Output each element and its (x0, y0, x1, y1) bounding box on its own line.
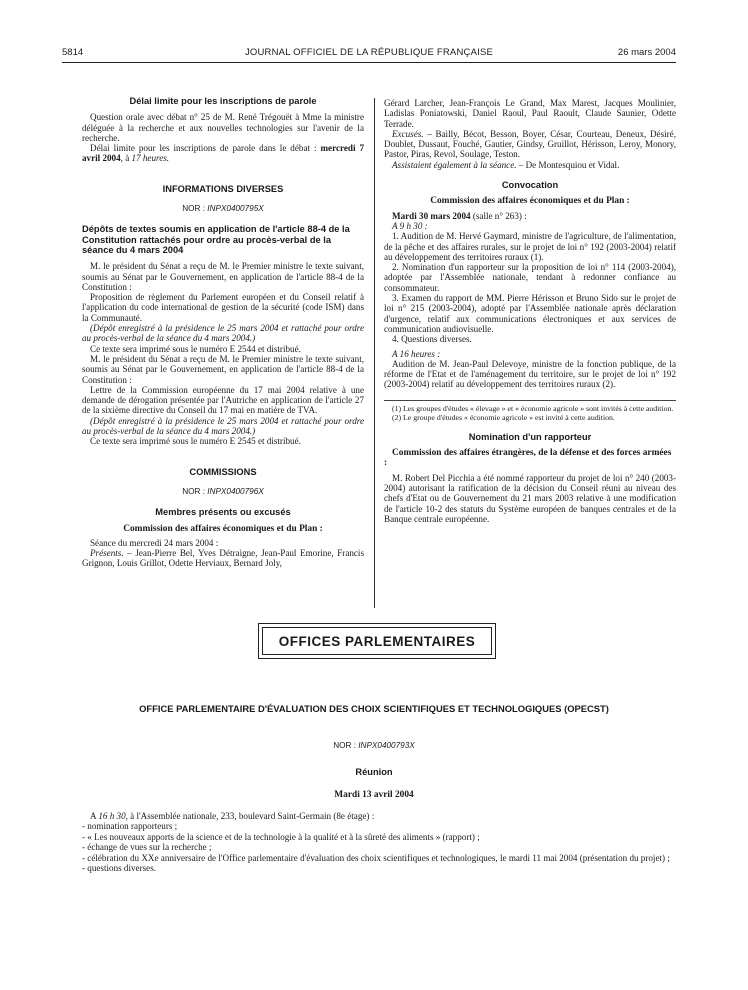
header-rule (62, 62, 676, 63)
agenda-item-4: 4. Questions diverses. (392, 334, 472, 345)
reunion-date: Mardi 13 avril 2004 (334, 790, 414, 800)
depots-title: Dépôts de textes soumis en application de l'article 88-4 de la Constitution rattachés pour ordre au procès-verbal de la séance du 4 mars 2004 (82, 224, 350, 255)
agenda-item-2: 2. Nomination d'un rapporteur sur la proposition de loi n° 114 (2003-2004), adoptée par l'Assemblée nationale, tendant à redonner confiance au consommateur. (384, 262, 676, 293)
right-column (384, 98, 676, 524)
opecst-item: - « Les nouveaux apports de la science et de la technologie à la qualité et à la sûreté des aliments » (rapport) ; (82, 831, 480, 842)
convocation-title: Convocation (501, 180, 559, 191)
seance-date: Séance du mercredi 24 mars 2004 : (90, 537, 219, 548)
page-header (62, 47, 676, 61)
delai-paragraph-1: Question orale avec débat n° 25 de M. René Trégouët à Mme la ministre déléguée à la recherche et aux nouvelles technologies sur l'avenir de la recherche. (82, 112, 364, 143)
agenda-intro: A 16 h 30, à l'Assemblée nationale, 233, boulevard Saint-Germain (8e étage) : (90, 811, 375, 821)
agenda-item-3: 3. Examen du rapport de MM. Pierre Hérisson et Bruno Sido sur le projet de loi n° 215 (2003-2004), adopté par l'Assemblée nationale après déclaration d'urgence, relatif aux communications électroniques et aux services de communication audiovisuelle. (384, 293, 676, 334)
opecst-item: - nomination rapporteurs ; (82, 821, 178, 832)
page-number: 5814 (62, 47, 84, 58)
reunion-title: Réunion (355, 767, 393, 777)
nomination-text: M. Robert Del Picchia a été nommé rapporteur du projet de loi n° 240 (2003-2004) autorisant la ratification de la décision du Conseil réuni au niveau des chefs d'Etat ou de Gouvernement du 21 mars 2003 relative à une modification de l'article 10-2 des statuts du Système européen de banques centrales et de la Banque centrale européenne. (384, 472, 676, 524)
left-column (82, 96, 364, 569)
depot-paragraph-7: (Dépôt enregistré à la présidence le 25 mars 2004 et rattaché pour ordre au procès-verbal de la séance du 4 mars 2004.) (82, 415, 364, 437)
convocation-time-1: A 9 h 30 : (392, 220, 428, 231)
footnote-1: (1) Les groupes d'études « élevage » et « économie agricole » sont invités à cette audition. (392, 403, 674, 413)
depot-paragraph-2: Proposition de règlement du Parlement européen et du Conseil relatif à l'application du code international de gestion de la sécurité (code ISM) dans la Communauté. (82, 292, 364, 323)
depot-paragraph-6: Lettre de la Commission européenne du 17 mai 2004 relative à une demande de dérogation présentée par l'Autriche en application de l'article 27 de la sixième directive du Conseil du 17 mai en matière de TVA. (82, 384, 364, 416)
footnote-rule (384, 400, 676, 401)
issue-date: 26 mars 2004 (617, 47, 676, 58)
convocation-commission: Commission des affaires économiques et du Plan : (430, 196, 630, 207)
excuses-list: Excusés. – Bailly, Bécot, Besson, Boyer, César, Courteau, Deneux, Désiré, Doublet, Dussaut, Fouché, Gautier, Gindsy, Gruillot, Hérisson, Leroy, Monory, Pastor, Piras, Revol, Soulage, Teston. (384, 128, 676, 160)
offices-box-title: OFFICES PARLEMENTAIRES (262, 627, 492, 655)
agenda-item-1: 1. Audition de M. Hervé Gaymard, ministre de l'agriculture, de l'alimentation, de la pêche et des affaires rurales, sur le projet de loi n° 192 (2003-2004) relatif au développement des territoires ruraux (1). (384, 231, 676, 262)
agenda-item-5: Audition de M. Jean-Paul Delevoye, ministre de la fonction publique, de la réforme de l'Etat et de l'aménagement du territoire, sur le projet de loi n° 192 (2003-2004) relatif au développement des territoires ruraux (2). (384, 358, 676, 390)
depot-paragraph-1: M. le président du Sénat a reçu de M. le Premier ministre le texte suivant, soumis au Sénat par le Gouvernement, en application de l'article 88-4 de la Constitution : (82, 261, 364, 292)
convocation-date: Mardi 30 mars 2004 (salle n° 263) : (392, 210, 527, 221)
presents-list-continued: Gérard Larcher, Jean-François Le Grand, Max Marest, Jacques Moulinier, Ladislas Poniatowski, Daniel Raoul, Paul Raoult, Claude Saunier, Odette Terrade. (384, 98, 676, 129)
membres-title: Membres présents ou excusés (155, 507, 291, 518)
delai-title: Délai limite pour les inscriptions de parole (129, 96, 317, 106)
opecst-item: - célébration du XXe anniversaire de l'Office parlementaire d'évaluation des choix scientifiques et technologiques, le mardi 11 mai 2004 (présentation du projet) ; (82, 852, 670, 863)
informations-diverses-title: INFORMATIONS DIVERSES (162, 183, 284, 194)
footnotes (384, 400, 676, 422)
opecst-item: - questions diverses. (82, 863, 157, 874)
offices-box (258, 623, 496, 659)
depot-paragraph-8: Ce texte sera imprimé sous le numéro E 2545 et distribué. (90, 436, 301, 447)
opecst-agenda (82, 811, 686, 873)
commissions-title: COMMISSIONS (189, 466, 257, 477)
assistaient-list: Assistaient également à la séance. – De Montesquiou et Vidal. (392, 159, 620, 170)
depot-paragraph-4: Ce texte sera imprimé sous le numéro E 2544 et distribué. (90, 343, 301, 354)
opecst-title: OFFICE PARLEMENTAIRE D'ÉVALUATION DES CHOIX SCIENTIFIQUES ET TECHNOLOGIQUES (OPECST) (139, 703, 609, 714)
nomination-title: Nomination d'un rapporteur (468, 431, 592, 442)
convocation-time-2: A 16 heures : (392, 348, 441, 359)
opecst-nor: NOR : INPX0400793X (333, 741, 415, 750)
journal-title: JOURNAL OFFICIEL DE LA RÉPUBLIQUE FRANÇAISE (244, 47, 494, 58)
opecst-item: - échange de vues sur la recherche ; (82, 842, 212, 853)
commission-affaires-economiques: Commission des affaires économiques et du Plan : (123, 523, 323, 534)
info-nor: NOR : INPX0400795X (182, 204, 264, 214)
commissions-nor: NOR : INPX0400796X (182, 486, 264, 496)
depot-paragraph-5: M. le président du Sénat a reçu de M. le Premier ministre le texte suivant, soumis au Sénat par le Gouvernement, en application de l'article 88-4 de la Constitution : (82, 353, 364, 385)
column-divider (374, 98, 375, 608)
delai-paragraph-2: Délai limite pour les inscriptions de parole dans le débat : mercredi 7 avril 2004, à 17 heures. (82, 143, 364, 164)
footnote-2: (2) Le groupe d'études « économie agricole » est invité à cette audition. (392, 412, 615, 422)
nomination-commission: Commission des affaires étrangères, de la défense et des forces armées : (384, 448, 672, 469)
presents-list: Présents. – Jean-Pierre Bel, Yves Détraigne, Jean-Paul Emorine, Francis Grignon, Louis Grillot, Odette Herviaux, Bernard Joly, (82, 548, 364, 569)
depot-paragraph-3: (Dépôt enregistré à la présidence le 25 mars 2004 et rattaché pour ordre au procès-verbal de la séance du 4 mars 2004.) (82, 323, 364, 344)
